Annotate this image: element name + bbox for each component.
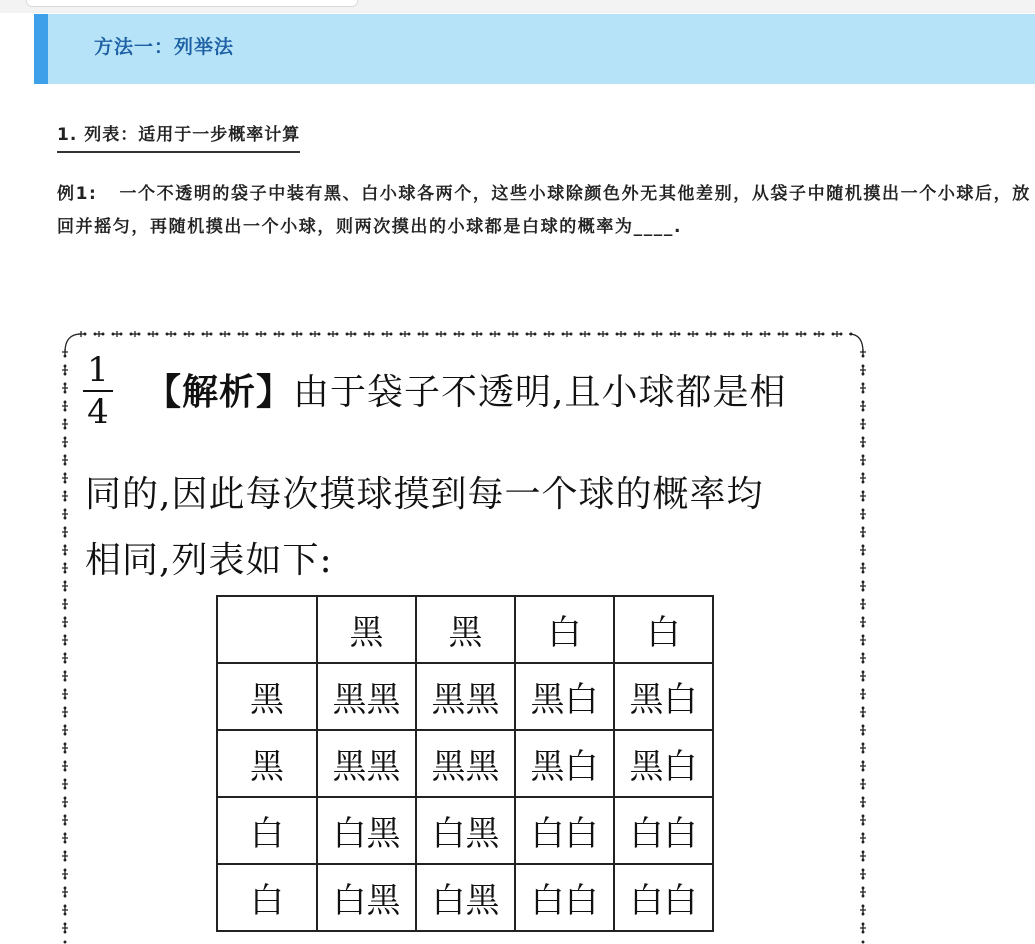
table-cell: 白黑: [416, 864, 515, 931]
table-cell: 黑白: [515, 730, 614, 797]
table-row: [217, 730, 713, 797]
solution-card: [57, 324, 873, 944]
table-cell: 白黑: [416, 797, 515, 864]
table-row: [217, 797, 713, 864]
answer-fraction: [83, 352, 113, 430]
table-header-row: [217, 596, 713, 663]
table-row: [217, 864, 713, 931]
table-cell: 黑: [217, 730, 317, 797]
solution-line-1: [145, 364, 786, 415]
table-cell: 黑: [416, 596, 515, 663]
table-cell: 白黑: [317, 864, 416, 931]
banner-accent-bar: [34, 14, 48, 84]
table-cell: 白白: [614, 797, 713, 864]
table-cell: 白白: [515, 797, 614, 864]
section-heading: 1. 列表：适用于一步概率计算: [57, 120, 300, 153]
table-cell: 黑白: [614, 730, 713, 797]
table-cell: 白: [217, 797, 317, 864]
table-cell: 白白: [614, 864, 713, 931]
example-label: 例1:: [57, 184, 98, 204]
table-cell: 黑白: [614, 663, 713, 730]
solution-line-1-text: 由于袋子不透明,且小球都是相: [293, 372, 787, 413]
browser-tab[interactable]: [26, 0, 358, 7]
solution-line-2: 同的,因此每次摸球摸到每一个球的概率均: [85, 474, 764, 515]
table-cell: 黑: [317, 596, 416, 663]
banner-title: 方法一：列举法: [94, 36, 235, 58]
table-cell: [217, 596, 317, 663]
table-cell: 白: [515, 596, 614, 663]
table-cell: 白黑: [317, 797, 416, 864]
table-cell: 黑: [217, 663, 317, 730]
table-cell: 黑黑: [317, 663, 416, 730]
method-banner: [34, 14, 1035, 84]
table-cell: 白白: [515, 864, 614, 931]
table-cell: 黑白: [515, 663, 614, 730]
browser-top-strip: [0, 0, 1035, 13]
analysis-tag: 【解析】: [145, 372, 294, 413]
example-text: 一个不透明的袋子中装有黑、白小球各两个，这些小球除颜色外无其他差别，从袋子中随机摸出一个小球后，放回并摇匀，再随机摸出一个小球，则两次摸出的小球都是白球的概率为____.: [57, 184, 1031, 237]
outcome-table: [216, 595, 714, 932]
solution-line-3: 相同,列表如下:: [85, 540, 333, 581]
table-cell: 白: [217, 864, 317, 931]
table-row: [217, 663, 713, 730]
table-cell: 黑黑: [416, 663, 515, 730]
table-cell: 黑黑: [416, 730, 515, 797]
answer-denominator: 4: [87, 392, 109, 432]
answer-numerator: 1: [87, 350, 109, 390]
example-problem: [57, 178, 1032, 244]
table-cell: 黑黑: [317, 730, 416, 797]
table-cell: 白: [614, 596, 713, 663]
